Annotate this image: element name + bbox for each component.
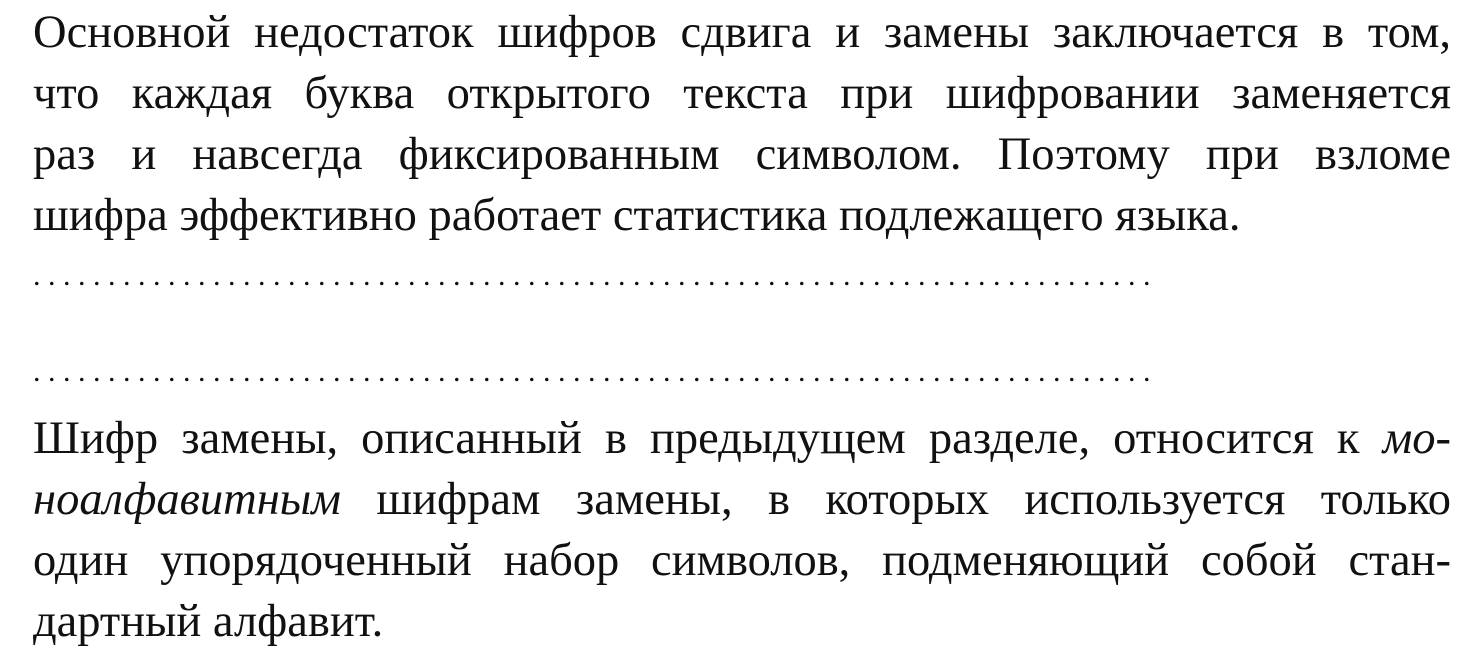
text-run: Шифр замены, описанный в предыдущем разделе, относится к [33,413,1383,464]
italic-term: мо- [1382,413,1451,464]
text-line: дартный алфавит. [33,596,384,647]
text-line: что каждая буква открытого текста при шифровании заменяется [33,68,1451,119]
text-line: шифра эффективно работает статистика подлежащего языка. [33,190,1241,241]
dotted-separator: . . . . . . . . . . . . . . . . . . . . . . . . . . . . . . . . . . . . . . . . . . . . . . . . . . . . . . . . . . . . . . . . . . . . . . . . . . . [33,261,1151,291]
text-line [33,469,1451,530]
paragraph-monoalphabetic [33,408,1451,652]
dotted-separator: . . . . . . . . . . . . . . . . . . . . . . . . . . . . . . . . . . . . . . . . . . . . . . . . . . . . . . . . . . . . . . . . . . . . . . . . . . . [33,357,1151,387]
text-line: раз и навсегда фиксированным символом. Поэтому при взломе [33,129,1451,180]
text-line: один упорядоченный набор символов, подменяющий собой стан- [33,535,1451,586]
text-run: шифрам замены, в которых используется только [340,474,1451,525]
text-line [33,408,1451,469]
italic-term: ноалфавитным [33,474,341,525]
paragraph-cipher-weakness [33,2,1451,246]
text-line: Основной недостаток шифров сдвига и замены заключается в том, [33,7,1451,58]
